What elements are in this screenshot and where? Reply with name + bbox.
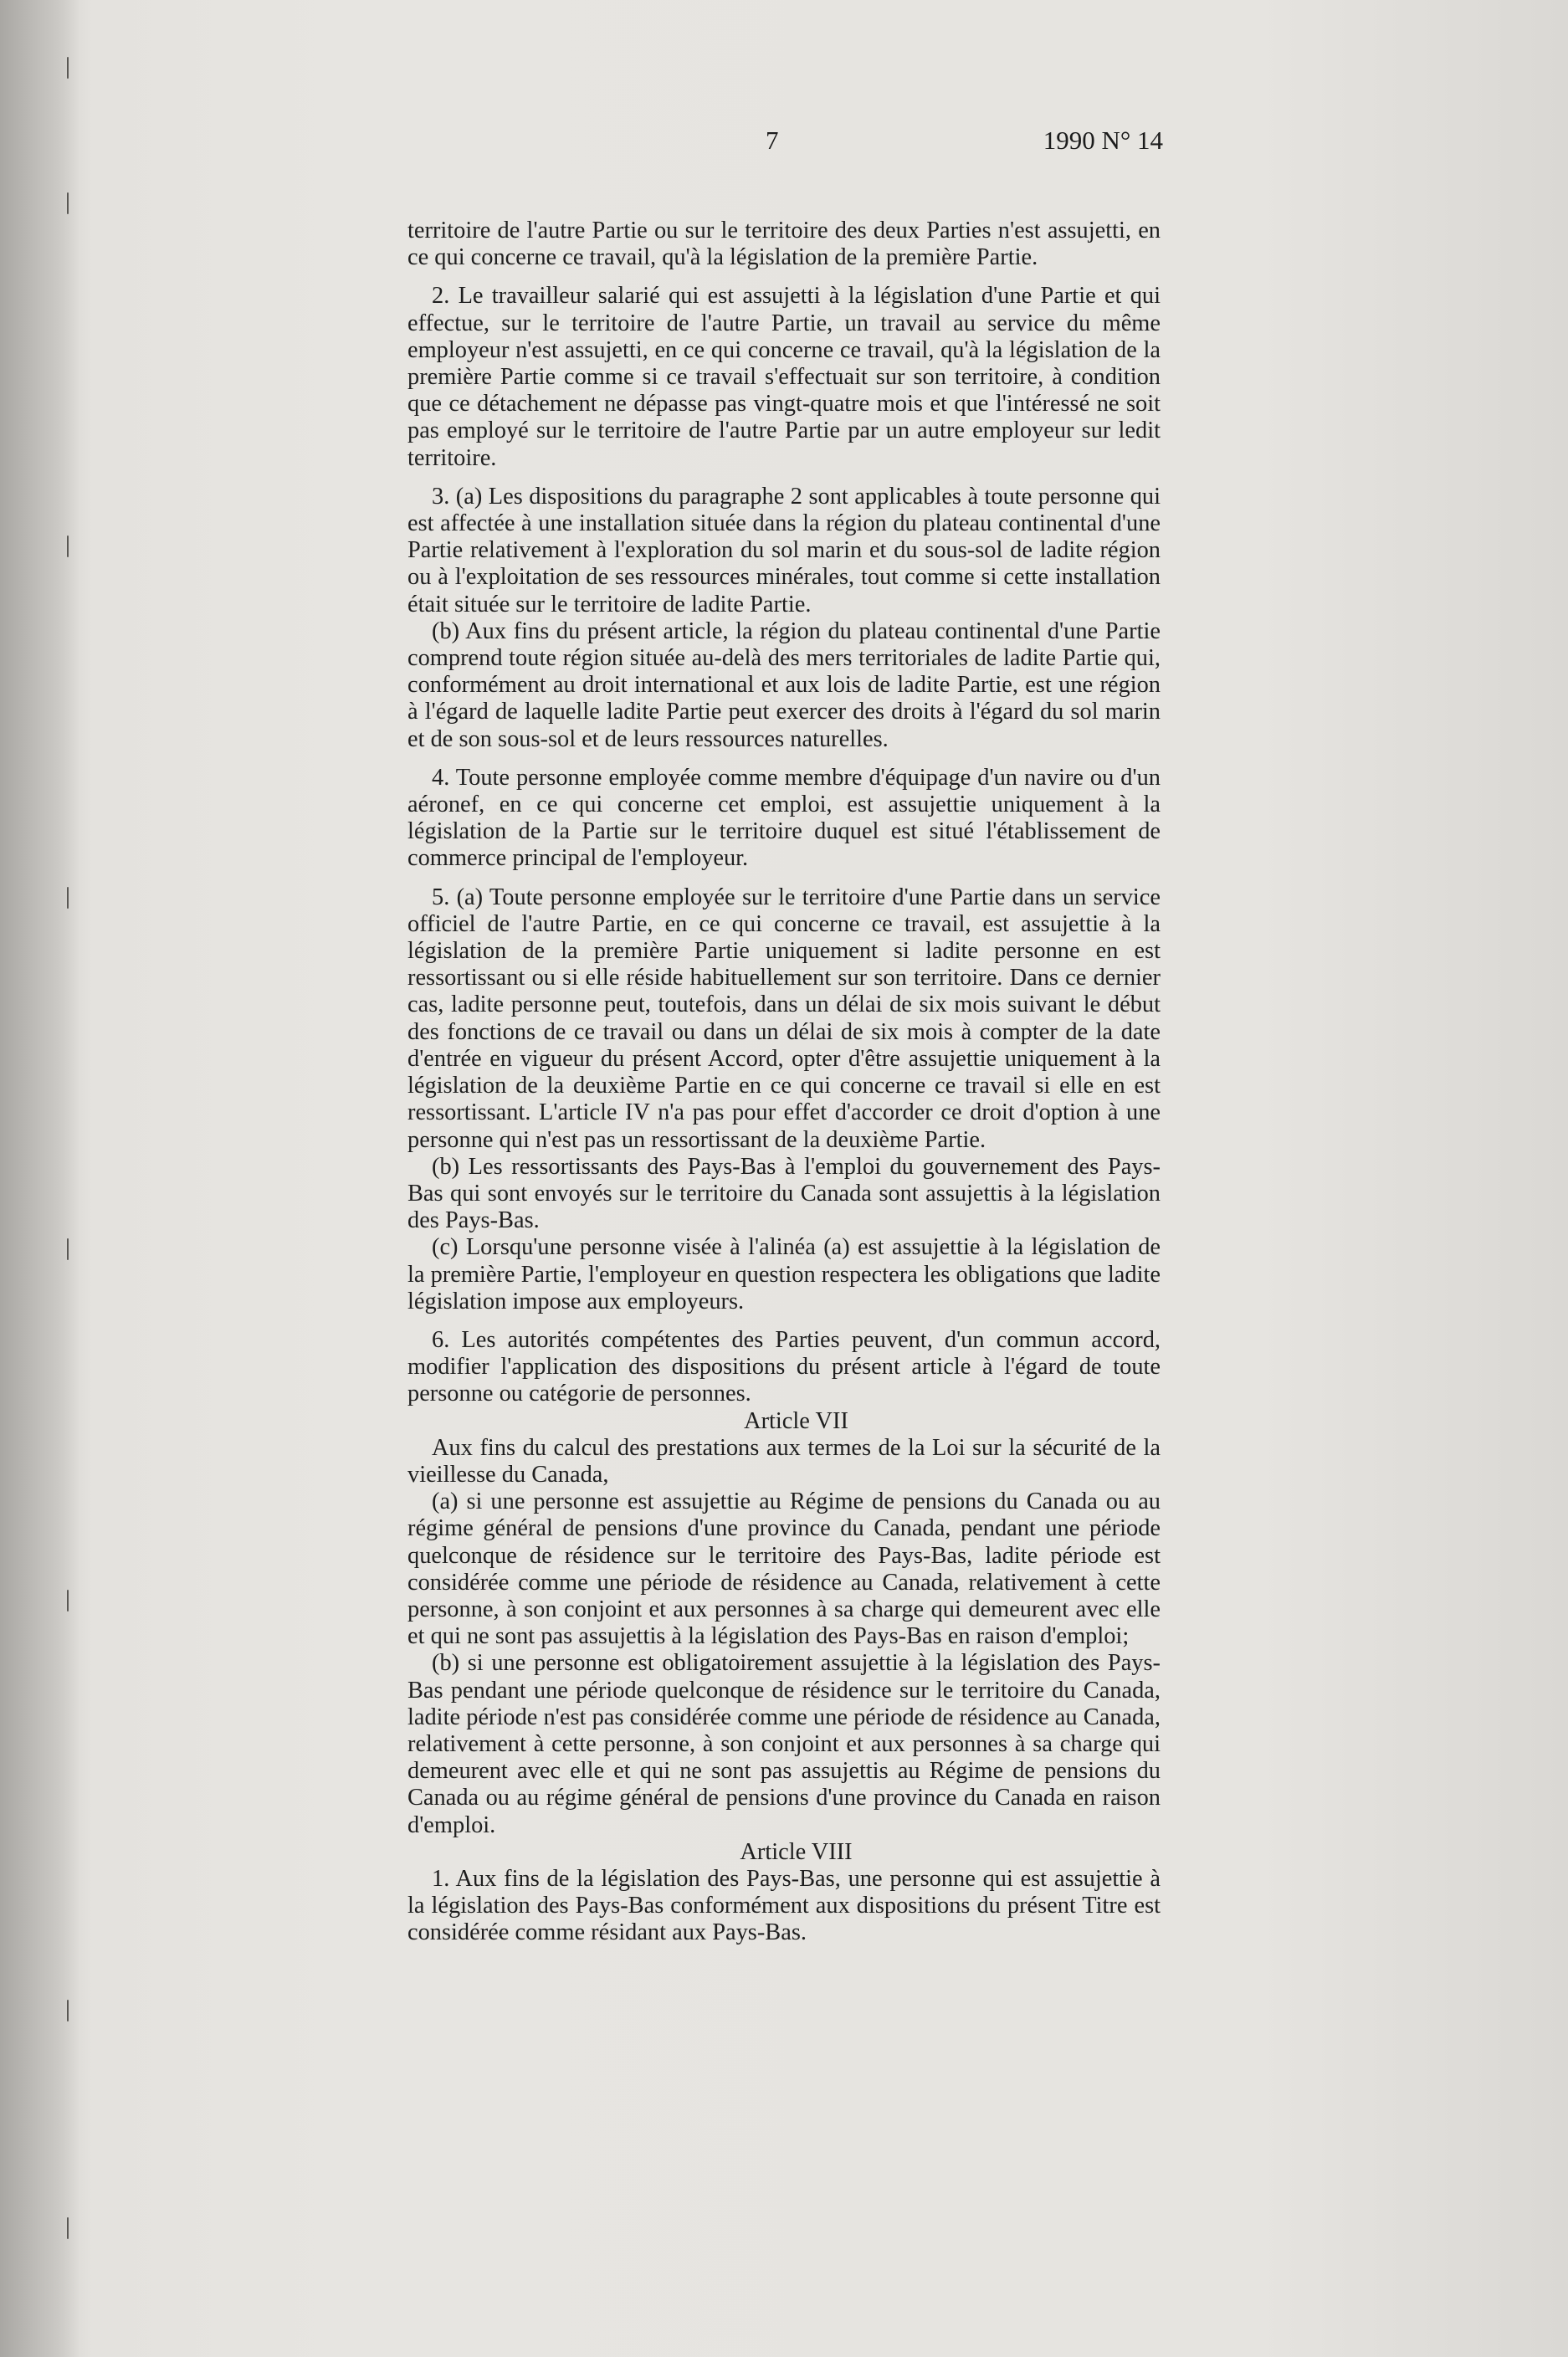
paragraph-3b: (b) Aux fins du présent article, la région du plateau continental d'une Partie comprend toute région située au-delà des mers territoriales de ladite Partie qui, conformément au droit international et aux lois de ladite Partie, est une région à l'égard de laquelle ladite Partie peut exercer des droits à l'égard du sol marin et de son sous-sol et de leurs ressources naturelles. bbox=[407, 617, 1161, 752]
paragraph-4: 4. Toute personne employée comme membre d'équipage d'un navire ou d'un aéronef, en ce qui concerne cet emploi, est assujettie uniquement à la législation de la Partie sur le territoire duquel est situé l'établissement de commerce principal de l'employeur. bbox=[407, 764, 1161, 872]
page-binding bbox=[0, 0, 79, 2357]
binding-stitch bbox=[67, 887, 69, 909]
paragraph-2: 2. Le travailleur salarié qui est assujetti à la législation d'une Partie et qui effectue, sur le territoire de l'autre Partie, un travail au service du même employeur n'est assujetti, en ce qui concerne ce travail, qu'à la législation de la première Partie comme si ce travail s'effectuait sur son territoire, à condition que ce détachement ne dépasse pas vingt-quatre mois et que l'intéressé ne soit pas employé sur le territoire de l'autre Partie par un autre employeur sur ledit territoire. bbox=[407, 283, 1161, 471]
paragraph-6: 6. Les autorités compétentes des Parties peuvent, d'un commun accord, modifier l'application des dispositions du présent article à l'égard de toute personne ou catégorie de personnes. bbox=[407, 1326, 1161, 1407]
binding-stitch bbox=[67, 1238, 69, 1260]
article-7-heading: Article VII bbox=[744, 1407, 848, 1434]
binding-stitch bbox=[67, 57, 69, 79]
paragraph-continuation: territoire de l'autre Partie ou sur le territoire des deux Parties n'est assujetti, en ce qui concerne ce travail, qu'à la législation de la première Partie. bbox=[407, 218, 1161, 271]
article-7-item-b: (b) si une personne est obligatoirement assujettie à la législation des Pays-Bas pendant une période quelconque de résidence sur le territoire du Canada, ladite période n'est pas considérée comme une période de résidence au Canada, relativement à cette personne, à son conjoint et aux personnes à sa charge qui demeurent avec elle et qui ne sont pas assujettis au Régime de pensions du Canada ou au régime général de pensions d'une province du Canada en raison d'emploi. bbox=[407, 1650, 1161, 1838]
article-7-intro: Aux fins du calcul des prestations aux termes de la Loi sur la sécurité de la vieillesse du Canada, bbox=[407, 1434, 1161, 1488]
paragraph-5a: 5. (a) Toute personne employée sur le territoire d'une Partie dans un service officiel de l'autre Partie, en ce qui concerne ce travail, est assujettie à la législation de la première Partie uniquement si ladite personne en est ressortissant ou si elle réside habituellement sur son territoire. Dans ce dernier cas, ladite personne peut, toutefois, dans un délai de six mois suivant le début des fonctions de ce travail ou dans un délai de six mois à compter de la date d'entrée en vigueur du présent Accord, opter d'être assujettie uniquement à la législation de la deuxième Partie en ce qui concerne ce travail si elle en est ressortissant. L'article IV n'a pas pour effet d'accorder ce droit d'option à une personne qui n'est pas un ressortissant de la deuxième Partie. bbox=[407, 884, 1161, 1153]
article-7-item-a: (a) si une personne est assujettie au Régime de pensions du Canada ou au régime général de pensions d'une province du Canada, pendant une période quelconque de résidence sur le territoire des Pays-Bas, ladite période est considérée comme une période de résidence au Canada, relativement à cette personne, à son conjoint et aux personnes à sa charge qui demeurent avec elle et qui ne sont pas assujettis à la législation des Pays-Bas en raison d'emploi; bbox=[407, 1488, 1161, 1650]
article-8-paragraph-1: 1. Aux fins de la législation des Pays-Bas, une personne qui est assujettie à la législation des Pays-Bas conformément aux dispositions du présent Titre est considérée comme résidant aux Pays-Bas. bbox=[407, 1865, 1161, 1946]
document-body bbox=[407, 218, 1161, 1947]
paragraph-5c: (c) Lorsqu'une personne visée à l'alinéa (a) est assujettie à la législation de la première Partie, l'employeur en question respectera les obligations que ladite législation impose aux employeurs. bbox=[407, 1234, 1161, 1314]
paragraph-5b: (b) Les ressortissants des Pays-Bas à l'emploi du gouvernement des Pays-Bas qui sont envoyés sur le territoire du Canada sont assujettis à la législation des Pays-Bas. bbox=[407, 1153, 1161, 1234]
binding-stitch bbox=[67, 535, 69, 557]
binding-stitch bbox=[67, 1590, 69, 1611]
article-8-heading: Article VIII bbox=[740, 1838, 853, 1865]
paragraph-3a: 3. (a) Les dispositions du paragraphe 2 sont applicables à toute personne qui est affectée à une installation située dans la région du plateau continental d'une Partie relativement à l'exploration du sol marin et du sous-sol de ladite région ou à l'exploitation de ses ressources minérales, tout comme si cette installation était située sur le territoire de ladite Partie. bbox=[407, 483, 1161, 617]
gazette-reference: 1990 N° 14 bbox=[1043, 126, 1163, 155]
page-number: 7 bbox=[766, 126, 779, 155]
binding-stitch bbox=[67, 2000, 69, 2021]
page-header bbox=[406, 126, 1163, 166]
binding-stitch bbox=[67, 2217, 69, 2239]
binding-stitch bbox=[67, 192, 69, 214]
